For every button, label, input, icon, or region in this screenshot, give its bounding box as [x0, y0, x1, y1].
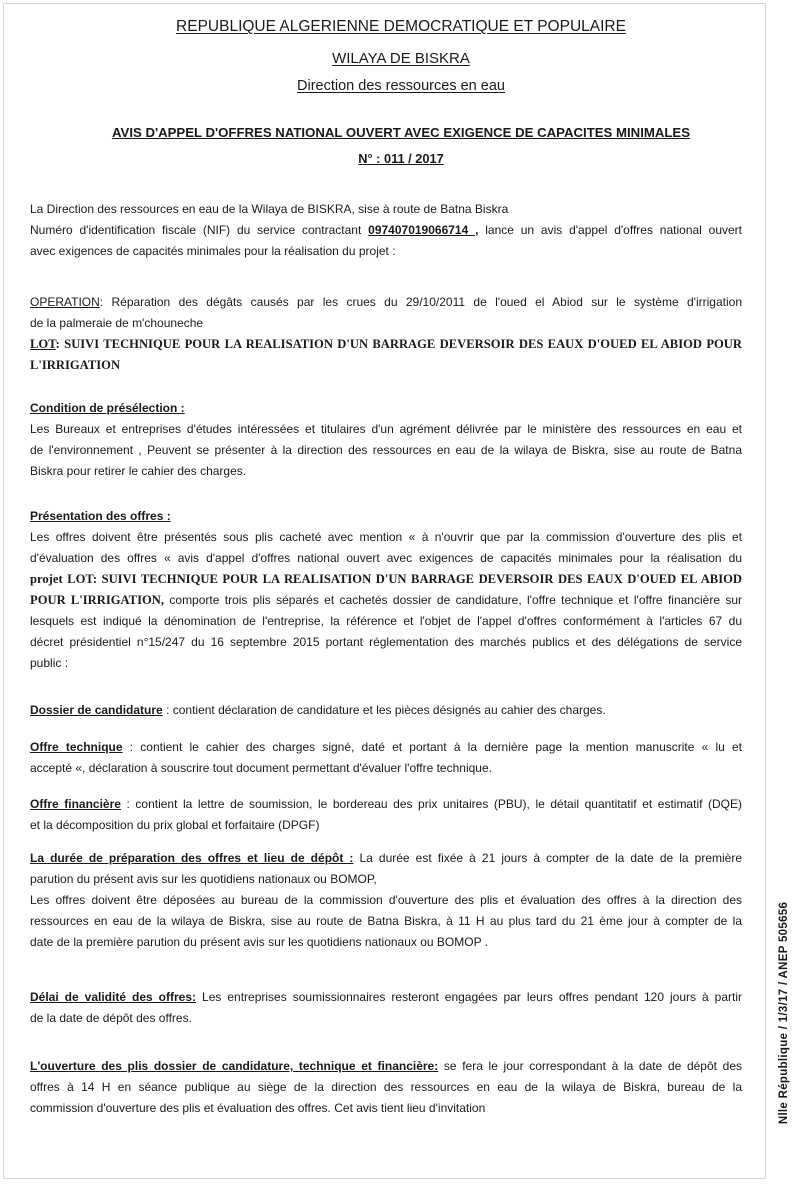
presentation-line: d'évaluation des offres « avis d'appel d'offres national ouvert avec exigences de capacités minimales pour la réalisation du	[30, 551, 742, 565]
intro-paragraph	[30, 199, 742, 262]
side-note-text: Nlle République / 1/3/17 / ANEP 505656	[778, 901, 790, 1125]
presentation-section	[30, 506, 742, 674]
preselection-line: Les Bureaux et entreprises d'études intéressées et titulaires d'un agrément délivrée par le ministère des ressources en eau et	[30, 422, 742, 436]
duree-text: La durée est fixée à 21 jours à compter de la date de la première	[359, 851, 743, 865]
validite-line	[30, 987, 742, 1008]
ouverture-text: se fera le jour correspondant à la date de dépôt des	[443, 1059, 742, 1073]
presentation-line	[30, 590, 742, 611]
ouverture-line: offres à 14 H en séance publique au siège de la direction des ressources en eau de la wilaya de Biskra, bureau de la	[30, 1080, 742, 1094]
republic-header: REPUBLIQUE ALGERIENNE DEMOCRATIQUE ET POPULAIRE	[176, 18, 626, 35]
operation-line	[30, 292, 742, 313]
dossier-line	[30, 700, 742, 721]
notice-title: AVIS D'APPEL D'OFFRES NATIONAL OUVERT AVEC EXIGENCE DE CAPACITES MINIMALES	[111, 125, 691, 140]
lot-line	[30, 334, 742, 355]
ouverture-line: commission d'ouverture des plis et évaluation des offres. Cet avis tient lieu d'invitation	[30, 1101, 486, 1115]
presentation-line: lesquels est indiqué la dénomination de l'entreprise, la référence et l'objet de l'appel d'offres conformément à l'articles 67 du	[30, 614, 742, 628]
technique-section	[30, 737, 742, 779]
technique-line	[30, 737, 742, 758]
preselection-title: Condition de présélection :	[30, 401, 185, 415]
intro-line: La Direction des ressources en eau de la Wilaya de BISKRA, sise à route de Batna Biskra	[30, 202, 509, 216]
dossier-title: Dossier de candidature	[30, 703, 163, 717]
duree-title: La durée de préparation des offres et lieu de dépôt :	[30, 851, 354, 865]
lot-line: L'IRRIGATION	[30, 358, 121, 372]
intro-text: Numéro d'identification fiscale (NIF) du service contractant	[30, 223, 362, 237]
financiere-section	[30, 794, 742, 836]
intro-text: lance un avis d'appel d'offres national ouvert	[485, 223, 743, 237]
intro-line	[30, 220, 742, 241]
duree-line	[30, 848, 742, 869]
preselection-section	[30, 398, 742, 482]
lot-text: : SUIVI TECHNIQUE POUR LA REALISATION D'UN BARRAGE DEVERSOIR DES EAUX D'OUED EL ABIOD POUR	[55, 337, 742, 351]
presentation-line: décret présidentiel n°15/247 du 16 septembre 2015 portant réglementation des marchés publics et des délégations de service	[30, 635, 742, 649]
nif-number: 097407019066714 ,	[368, 223, 479, 237]
validite-section	[30, 987, 742, 1029]
ouverture-title: L'ouverture des plis dossier de candidature, technique et financière:	[30, 1059, 439, 1073]
validite-line: de la date de dépôt des offres.	[30, 1011, 192, 1025]
financiere-text: : contient la lettre de soumission, le bordereau des prix unitaires (PBU), le détail quantitatif et estimatif (DQE)	[126, 797, 743, 811]
technique-title: Offre technique	[30, 740, 123, 754]
technique-text: : contient le cahier des charges signé, daté et portant à la dernière page la mention manuscrite « lu et	[129, 740, 742, 754]
operation-label: OPERATION	[30, 295, 100, 309]
presentation-text: comporte trois plis séparés et cachetés dossier de candidature, l'offre technique et l'offre financière sur	[169, 593, 743, 607]
duree-line: date de la première parution du présent avis sur les quotidiens nationaux ou BOMOP .	[30, 935, 489, 949]
operation-line: de la palmeraie de m'chouneche	[30, 316, 204, 330]
ouverture-line	[30, 1056, 742, 1077]
preselection-line: de l'environnement , Peuvent se présenter à la direction des ressources en eau de la wilaya de Biskra, sise au route de Batna	[30, 443, 742, 457]
presentation-text: projet	[30, 572, 63, 586]
wilaya-header: WILAYA DE BISKRA	[332, 50, 470, 67]
validite-text: Les entreprises soumissionnaires resteront engagées par leurs offres pendant 120 jours à partir	[202, 990, 742, 1004]
operation-text: : Réparation des dégâts causés par les crues du 29/10/2011 de l'oued el Abiod sur le système d'irrigation	[99, 295, 742, 309]
duree-line: ressources en eau de la wilaya de Biskra, sise au route de Batna Biskra, à 11 H au plus tard du 21 ème jour à compter de la	[30, 914, 742, 928]
presentation-title: Présentation des offres :	[30, 509, 171, 523]
presentation-line: Les offres doivent être présentés sous plis cacheté avec mention « à n'ouvrir que par la commission d'ouverture des plis et	[30, 530, 742, 544]
validite-title: Délai de validité des offres:	[30, 990, 197, 1004]
presentation-lot: LOT: SUIVI TECHNIQUE POUR LA REALISATION D'UN BARRAGE DEVERSOIR DES EAUX D'OUED EL ABIOD	[67, 572, 742, 586]
side-publication-note	[773, 880, 795, 1146]
presentation-lot: POUR L'IRRIGATION,	[30, 593, 165, 607]
duree-section	[30, 848, 742, 953]
ouverture-section	[30, 1056, 742, 1119]
lot-label: LOT	[30, 337, 56, 351]
technique-line: accepté «, déclaration à souscrire tout document permettant d'évaluer l'offre technique.	[30, 761, 492, 775]
presentation-line	[30, 569, 742, 590]
presentation-line: public :	[30, 656, 69, 670]
dossier-section	[30, 700, 742, 721]
duree-line: parution du présent avis sur les quotidiens nationaux ou BOMOP,	[30, 872, 377, 886]
intro-line: avec exigences de capacités minimales pour la réalisation du projet :	[30, 244, 396, 258]
notice-number: N° : 011 / 2017	[358, 151, 444, 166]
duree-line: Les offres doivent être déposées au bureau de la commission d'ouverture des plis et évaluation des offres à la direction des	[30, 893, 742, 907]
financiere-line	[30, 794, 742, 815]
direction-header: Direction des ressources en eau	[297, 78, 505, 94]
financiere-title: Offre financière	[30, 797, 121, 811]
preselection-line: Biskra pour retirer le cahier des charges.	[30, 464, 247, 478]
operation-section	[30, 292, 742, 376]
dossier-text: : contient déclaration de candidature et les pièces désignés au cahier des charges.	[166, 703, 606, 717]
financiere-line: et la décomposition du prix global et forfaitaire (DPGF)	[30, 818, 320, 832]
